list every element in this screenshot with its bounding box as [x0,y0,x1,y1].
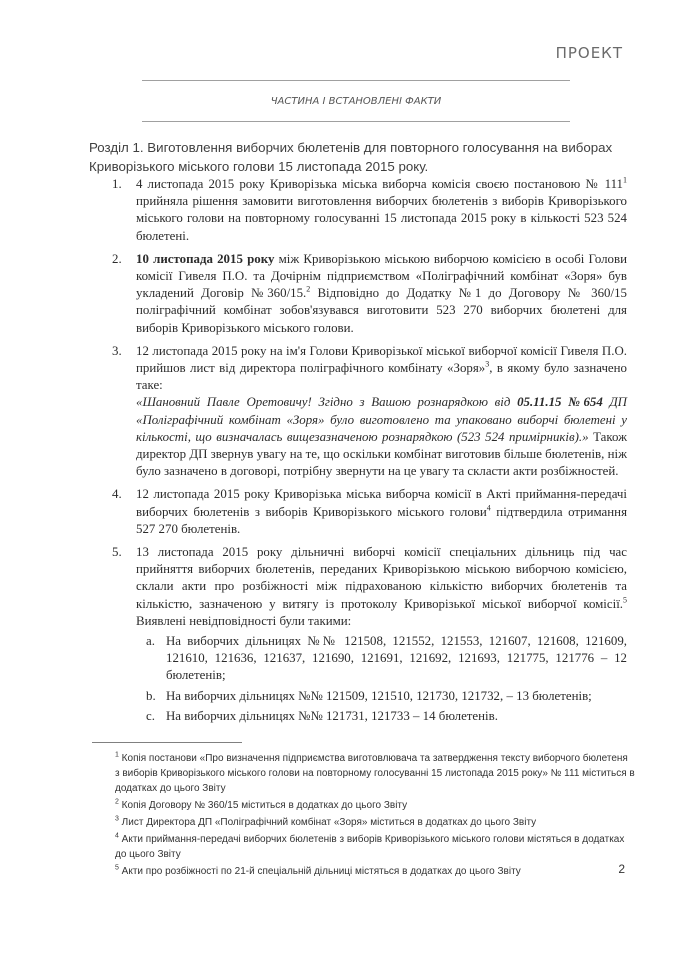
sub-item-letter: b. [146,688,156,703]
sub-item-letter: a. [146,634,155,649]
footnotes [115,751,635,881]
item-text: 4 листопада 2015 року Криворізька міська виборча комісія своєю постановою № $111^1$ прийняла рішення замовити виготовлення виборчих бюлетенів з виборів Криворізького міського голови на повторному голосуванні 15 листопада 2015 року в кількості 523 524 бюлетені. [136,175,627,243]
footnote-ref: 3 [485,359,490,369]
facts-list [112,176,627,731]
footnote-ref: 2 [306,284,311,294]
item-text: 13 листопада 2015 року дільничні виборчі комісії спеціальних дільниць під час прийняття виборчих бюлетенів, переданих Криворізькою міською виборчою комісією, склали акти про розбіжності між підрахованою кількістю виборчих бюлетенів та кількістю, зазначеною у витягу із протоколу Криворізької міської виборчої комісії.$^5$ Виявлені невідповідності були такими: [136,545,627,628]
footnote: $^5$ Акти про розбіжності по 21-й спеціальній дільниці містяться в додатках до цього Звіту [115,864,521,877]
item-number: 1. [112,177,122,191]
list-item [112,251,627,337]
item-text: 10 листопада 2015 року між Криворізькою міською виборчою комісією в особі Голови комісії Гивеля П.О. та Дочірнім підприємством «Поліграфічний комбінат «Зоря» був укладений Договір №360/15.$^2$ Відповідно до Додатку №1 до Договору № 360/15 поліграфічний комбінат зобов'язувався виготовити 523 270 виборчих бюлетені для виборів Криворізького міського голови. [136,251,627,335]
item-number: 4. [112,487,122,502]
sub-item [140,708,627,725]
list-item [112,343,627,481]
header-rule-bottom [142,121,570,122]
sub-item-letter: c. [146,708,155,723]
section-title: Розділ 1. Виготовлення виборчих бюлетенів для повторного голосування на виборах Криворізького міського голови 15 листопада 2015 року. [89,140,613,174]
footnote-separator [92,742,242,743]
footnote-ref: 5 [623,595,627,605]
footnote: $^2$ Копія Договору № 360/15 міститься в додатках до цього Звіту [115,798,408,811]
footnote-ref: 4 [486,503,491,513]
list-item [112,176,627,245]
quoted-letter: «Шановний Павле Оретовичу! Згідно з Вашою рознарядкою від 05.11.15 №654 ДП «Поліграфічний комбінат «Зоря» було виготовлено та упаковано виборчі бюлетені у кількості, що визначалась вищезазначеною рознарядкою (523 524 примірників).» [136,395,627,444]
item-number: 5. [112,545,122,560]
header-rule-top [142,80,570,81]
item-text: 12 листопада 2015 року на ім'я Голови Криворізької міської виборчої комісії Гивеля П.О. прийшов лист від директора поліграфічного комбінату «Зоря»$^3$, в якому було зазначено таке: «Шановний Павле Оретовичу! Згідно з Вашою рознарядкою від 05.11.15 №654 ДП «Поліграфічний комбінат «Зоря» було виготовлено та упаковано виборчі бюлетені у кількості, що визначалась вищезазначеною рознарядкою (523 524 примірників).» Також директор ДП звернув увагу на те, що оскільки комбінат виготовив більше бюлетенів, ніж було зазначено в договорі, потрібну звернути на це увагу та скласти акти розбіжностей. [136,343,628,479]
footnote: $^3$ Лист Директора ДП «Поліграфічний комбінат «Зоря» міститься в додатках до цього Звіту [115,815,537,828]
list-item [112,544,627,725]
sub-item-text: На виборчих дільницях №№ 121731, 121733 – 14 бюлетенів. [166,708,498,723]
item-number: 2. [112,251,122,266]
page-number: 2 [618,862,625,876]
footnote-ref: 1 [623,175,627,185]
sub-item-text: На виборчих дільницях №№ 121509, 121510, 121730, 121732, – 13 бюлетенів; [166,688,592,703]
sub-item [140,633,627,685]
footnote: $^4$ Акти приймання-передачі виборчих бюлетенів з виборів Криворізького міського голови містяться в додатках до цього Звіту [115,832,625,860]
sub-list [140,633,627,725]
part-heading: ЧАСТИНА І ВСТАНОВЛЕНІ ФАКТИ [270,96,442,107]
sub-item [140,688,627,705]
draft-stamp: ПРОЕКТ [555,44,623,62]
list-item [112,486,627,538]
sub-item-text: На виборчих дільницях №№ 121508, 121552, 121553, 121607, 121608, 121609, 121610, 121636, 121637, 121690, 121691, 121692, 121693, 121775, 121776 – 12 бюлетенів; [166,634,627,683]
item-number: 3. [112,343,122,358]
footnote: $^1$ Копія постанови «Про визначення підприємства виготовлювача та затвердження тексту виборчого бюлетеня з виборів Криворізького міського голови на повторному голосуванні 15 листопада 2015 року» № 111 міститься в додатках до цього Звіту [115,751,635,794]
item-text: 12 листопада 2015 року Криворізька міська виборча комісії в Акті приймання-передачі виборчих бюлетенів з виборів Криворізького міського голови$^4$ підтвердила отримання 527 270 бюлетенів. [136,487,627,536]
